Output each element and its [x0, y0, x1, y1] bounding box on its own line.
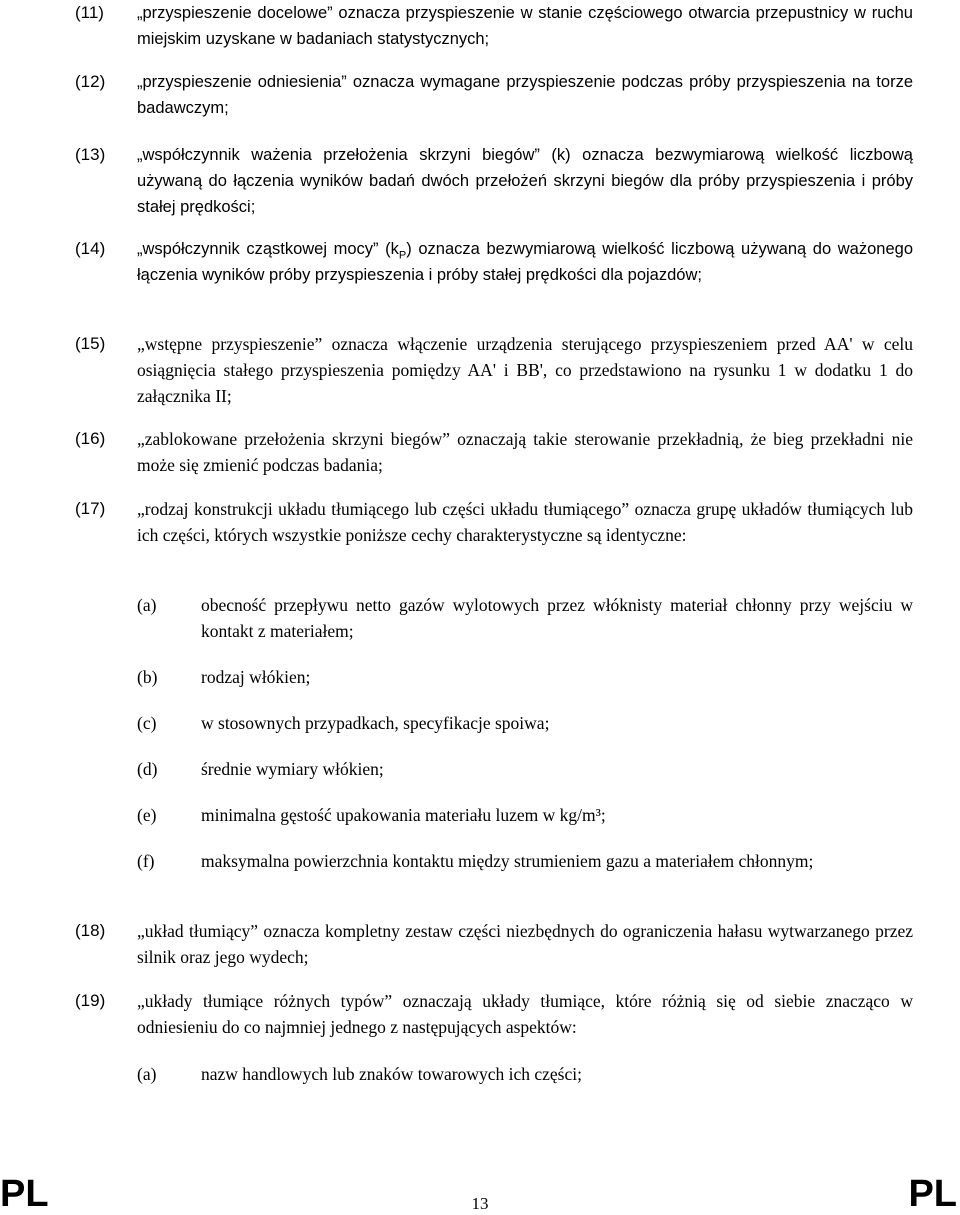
footer-language-right: PL [908, 1173, 957, 1215]
list-item-text: maksymalna powierzchnia kontaktu między strumieniem gazu a materiałem chłonnym; [201, 851, 814, 871]
list-item-text: w stosownych przypadkach, specyfikacje spoiwa; [201, 713, 550, 733]
definition-text [137, 236, 913, 288]
list-item-text: minimalna gęstość upakowania materiału luzem w kg/m³; [201, 805, 606, 825]
definition-number: (11) [75, 3, 104, 22]
list-item-label: (a) [137, 1064, 157, 1084]
definition-text: „układ tłumiący” oznacza kompletny zestaw części niezbędnych do ograniczenia hałasu wytwarzanego przez silnik oraz jego wydech; [137, 921, 913, 967]
list-item-label: (a) [137, 595, 157, 615]
footer-language-left: PL [0, 1173, 49, 1215]
definition-number: (14) [75, 239, 106, 258]
definition-number: (16) [75, 429, 106, 448]
list-item-label: (b) [137, 667, 158, 687]
list-item-text: obecność przepływu netto gazów wylotowych przez włóknisty materiał chłonny przy wejściu w kontakt z materiałem; [201, 595, 913, 641]
definition-text: „rodzaj konstrukcji układu tłumiącego lub części układu tłumiącego” oznacza grupę układów tłumiących lub ich części, których wszystkie poniższe cechy charakterystyczne są identyczne: [137, 499, 913, 545]
list-item-label: (d) [137, 759, 158, 779]
definition-text: „przyspieszenie docelowe” oznacza przyspieszenie w stanie częściowego otwarcia przepustnicy w ruchu miejskim uzyskane w badaniach statystycznych; [137, 4, 913, 48]
list-item-text: nazw handlowych lub znaków towarowych ich części; [201, 1064, 582, 1084]
definition-text: „wstępne przyspieszenie” oznacza włączenie urządzenia sterującego przyspieszeniem przed AA' w celu osiągnięcia stałego przyspieszenia pomiędzy AA' i BB', co przedstawiono na rysunku 1 w dodatku 1 do załącznika II; [137, 334, 913, 406]
definition-number: (17) [75, 499, 106, 518]
definition-number: (13) [75, 145, 106, 164]
list-item-text: rodzaj włókien; [201, 667, 311, 687]
definition-text: „współczynnik ważenia przełożenia skrzyni biegów” (k) oznacza bezwymiarową wielkość liczbową używaną do łączenia wyników badań dwóch przełożeń skrzyni biegów dla próby przyspieszenia i próby stałej prędkości; [137, 146, 913, 216]
definition-text: „układy tłumiące różnych typów” oznaczają układy tłumiące, które różnią się od siebie znacząco w odniesieniu do co najmniej jednego z następujących aspektów: [137, 991, 913, 1037]
list-item-text: średnie wymiary włókien; [201, 759, 384, 779]
definition-number: (15) [75, 334, 106, 353]
definition-number: (18) [75, 921, 106, 940]
definition-text-part: ) oznacza bezwymiarową wielkość liczbową używaną do ważonego łączenia wyników próby przyspieszenia i próby stałej prędkości dla pojazdów; [137, 240, 913, 284]
page-number: 13 [471, 1194, 489, 1213]
list-item-label: (e) [137, 805, 157, 825]
definition-text: „przyspieszenie odniesienia” oznacza wymagane przyspieszenie podczas próby przyspieszenia na torze badawczym; [137, 73, 913, 117]
subscript-p: P [398, 249, 407, 262]
list-item-label: (c) [137, 713, 157, 733]
definition-number: (19) [75, 991, 106, 1010]
list-item-label: (f) [137, 851, 155, 871]
definition-number: (12) [75, 72, 106, 91]
definition-text: „zablokowane przełożenia skrzyni biegów” oznaczają takie sterowanie przekładnią, że bieg przekładni nie może się zmienić podczas badania; [137, 429, 913, 475]
definition-text-part: „współczynnik cząstkowej mocy” (k [137, 240, 399, 258]
